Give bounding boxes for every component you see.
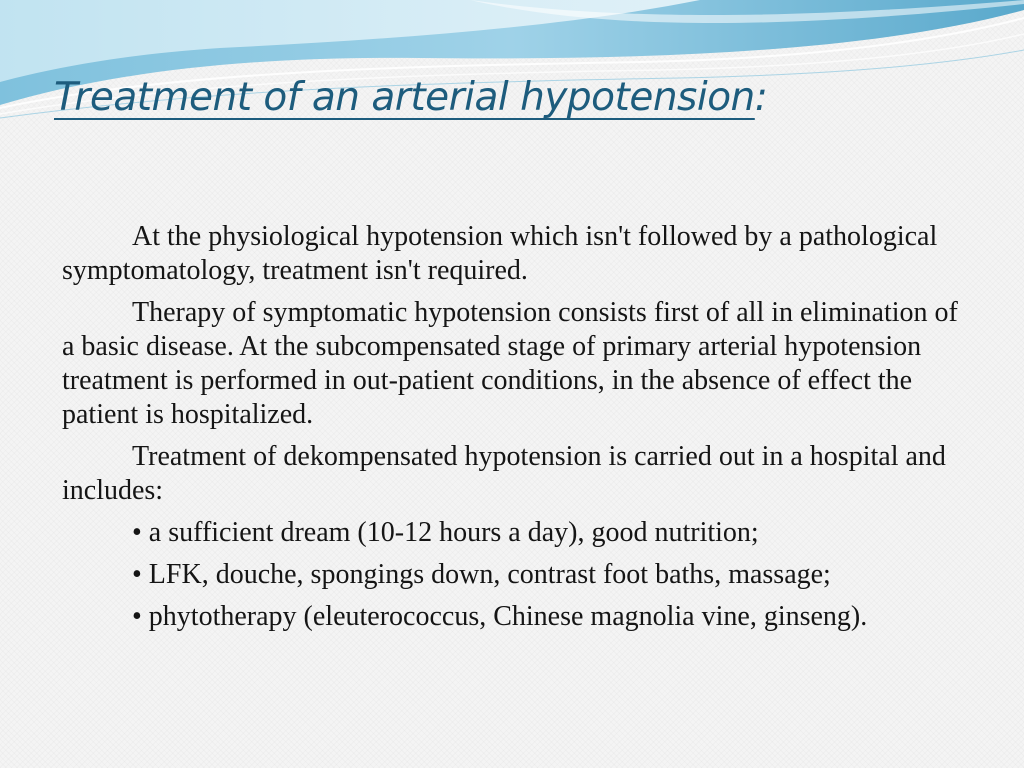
paragraph-physiological: At the physiological hypotension which isn't followed by a pathological symptomatology, treatment isn't required.	[62, 221, 938, 286]
slide-title-colon: :	[754, 75, 768, 120]
slide-body	[62, 220, 972, 642]
bullet-item-lfk: • LFK, douche, spongings down, contrast foot baths, massage;	[132, 559, 831, 590]
bullet-item-phytotherapy: • phytotherapy (eleuterococcus, Chinese magnolia vine, ginseng).	[132, 601, 868, 632]
slide-title	[54, 70, 767, 126]
paragraph-dekompensated: Treatment of dekompensated hypotension is carried out in a hospital and includes:	[62, 441, 946, 506]
paragraph-symptomatic: Therapy of symptomatic hypotension consists first of all in elimination of a basic disease. At the subcompensated stage of primary arterial hypotension treatment is performed in out-patient conditions, in the absence of effect the patient is hospitalized.	[62, 297, 958, 430]
slide-title-text: Treatment of an arterial hypotension	[54, 75, 755, 120]
bullet-item-dream: • a sufficient dream (10-12 hours a day), good nutrition;	[132, 517, 759, 548]
